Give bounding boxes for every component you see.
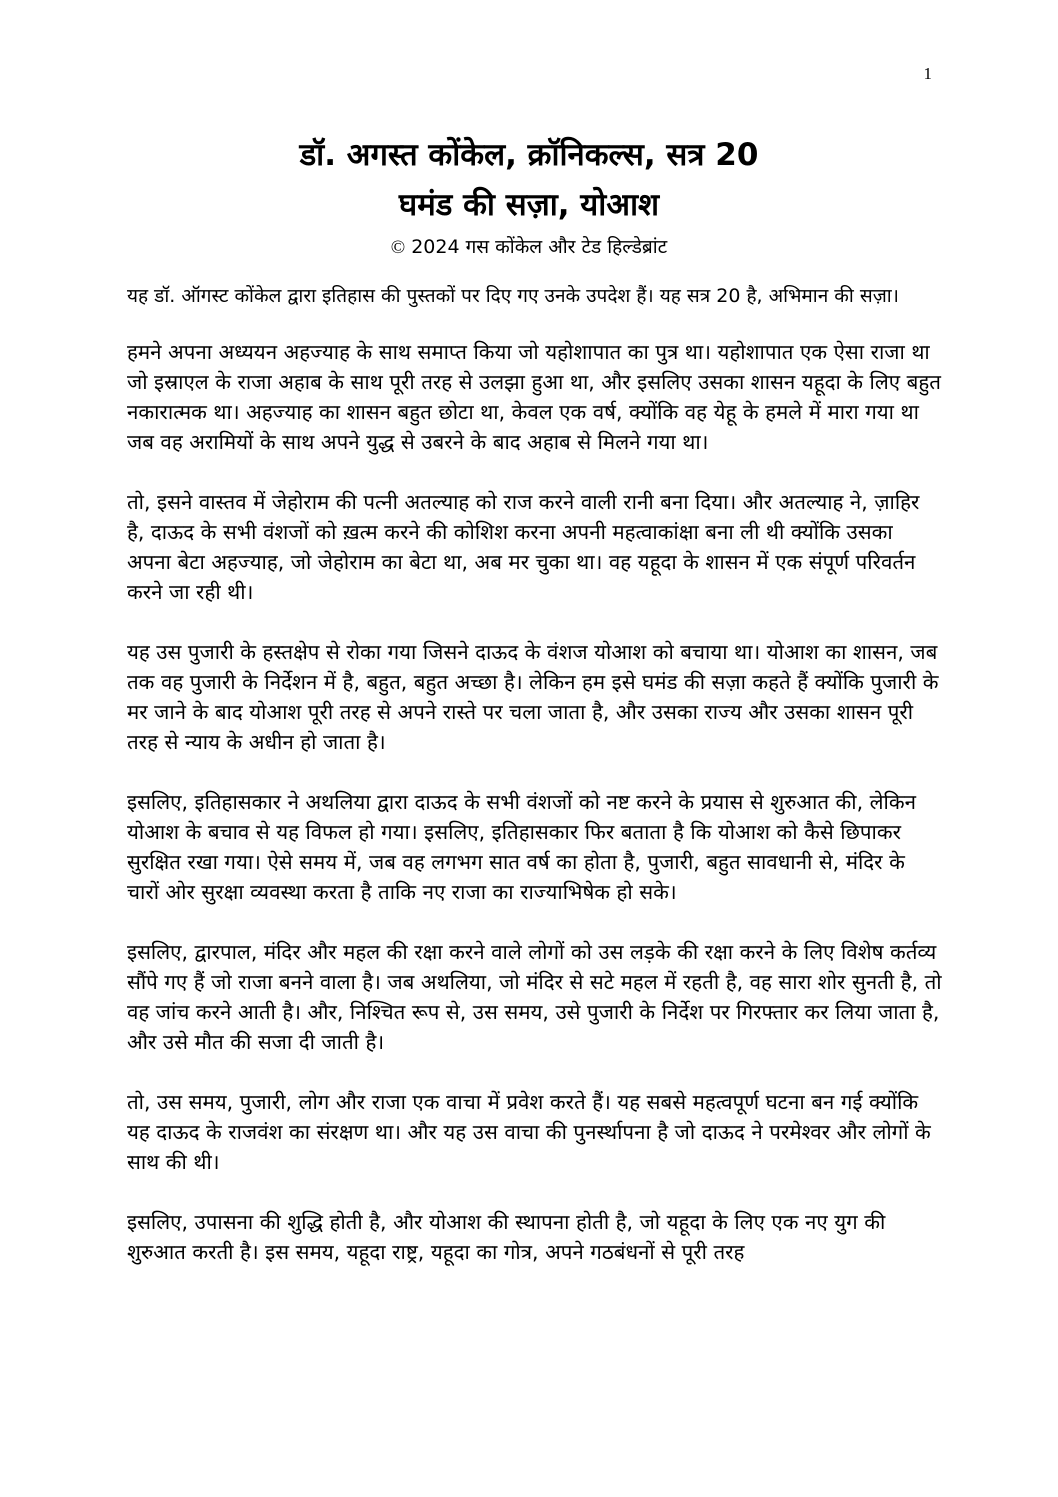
copyright-symbol: © — [390, 237, 406, 258]
copyright-line — [0, 232, 1058, 263]
document-title: डॉ. अगस्त कोंकेल, क्रॉनिकल्स, सत्र 20 — [299, 137, 759, 173]
paragraph: तो, इसने वास्तव में जेहोराम की पत्नी अतल्याह को राज करने वाली रानी बना दिया। और अतल्याह ने, ज़ाहिर है, दाऊद के सभी वंशजों को ख़त्म करने की कोशिश करना अपनी महत्वाकांक्षा बना ली थी क्योंकि उसका अपना बेटा अहज्याह, जो जेहोराम का बेटा था, अब मर चुका था। वह यहूदा के शासन में एक संपूर्ण परिवर्तन करने जा रही थी। — [127, 490, 920, 604]
paragraph: यह उस पुजारी के हस्तक्षेप से रोका गया जिसने दाऊद के वंशज योआश को बचाया था। योआश का शासन, जब तक वह पुजारी के निर्देशन में है, बहुत, बहुत अच्छा है। लेकिन हम इसे घमंड की सज़ा कहते हैं क्योंकि पुजारी के मर जाने के बाद योआश पूरी तरह से अपने रास्ते पर चला जाता है, और उसका राज्य और उसका शासन पूरी तरह से न्याय के अधीन हो जाता है। — [127, 640, 939, 754]
paragraph-intro: यह डॉ. ऑगस्ट कोंकेल द्वारा इतिहास की पुस्तकों पर दिए गए उनके उपदेश हैं। यह सत्र 20 है, अभिमान की सज़ा। — [127, 285, 899, 307]
page-number: 1 — [923, 64, 932, 83]
document-body — [127, 282, 943, 1297]
paragraph: इसलिए, द्वारपाल, मंदिर और महल की रक्षा करने वाले लोगों को उस लड़के की रक्षा करने के लिए विशेष कर्तव्य सौंपे गए हैं जो राजा बनने वाला है। जब अथलिया, जो मंदिर से सटे महल में रहती है, वह सारा शोर सुनती है, तो वह जांच करने आती है। और, निश्चित रूप से, उस समय, उसे पुजारी के निर्देश पर गिरफ्तार कर लिया जाता है, और उसे मौत की सजा दी जाती है। — [127, 940, 942, 1054]
paragraph: इसलिए, उपासना की शुद्धि होती है, और योआश की स्थापना होती है, जो यहूदा के लिए एक नए युग की शुरुआत करती है। इस समय, यहूदा राष्ट्र, यहूदा का गोत्र, अपने गठबंधनों से पूरी तरह — [127, 1210, 886, 1264]
copyright-text: 2024 गस कोंकेल और टेड हिल्डेब्रांट — [411, 236, 668, 258]
paragraph: तो, उस समय, पुजारी, लोग और राजा एक वाचा में प्रवेश करते हैं। यह सबसे महत्वपूर्ण घटना बन गई क्योंकि यह दाऊद के राजवंश का संरक्षण था। और यह उस वाचा की पुनर्स्थापना है जो दाऊद ने परमेश्वर और लोगों के साथ की थी। — [127, 1090, 931, 1174]
document-subtitle: घमंड की सज़ा, योआश — [398, 187, 660, 223]
paragraph: इसलिए, इतिहासकार ने अथलिया द्वारा दाऊद के सभी वंशजों को नष्ट करने के प्रयास से शुरुआत की, लेकिन योआश के बचाव से यह विफल हो गया। इसलिए, इतिहासकार फिर बताता है कि योआश को कैसे छिपाकर सुरक्षित रखा गया। ऐसे समय में, जब वह लगभग सात वर्ष का होता है, पुजारी, बहुत सावधानी से, मंदिर के चारों ओर सुरक्षा व्यवस्था करता है ताकि नए राजा का राज्याभिषेक हो सके। — [127, 790, 916, 904]
document-header — [0, 130, 1058, 263]
paragraph: हमने अपना अध्ययन अहज्याह के साथ समाप्त किया जो यहोशापात का पुत्र था। यहोशापात एक ऐसा राजा था जो इस्राएल के राजा अहाब के साथ पूरी तरह से उलझा हुआ था, और इसलिए उसका शासन यहूदा के लिए बहुत नकारात्मक था। अहज्याह का शासन बहुत छोटा था, केवल एक वर्ष, क्योंकि वह येहू के हमले में मारा गया था जब वह अरामियों के साथ अपने युद्ध से उबरने के बाद अहाब से मिलने गया था। — [127, 340, 941, 454]
